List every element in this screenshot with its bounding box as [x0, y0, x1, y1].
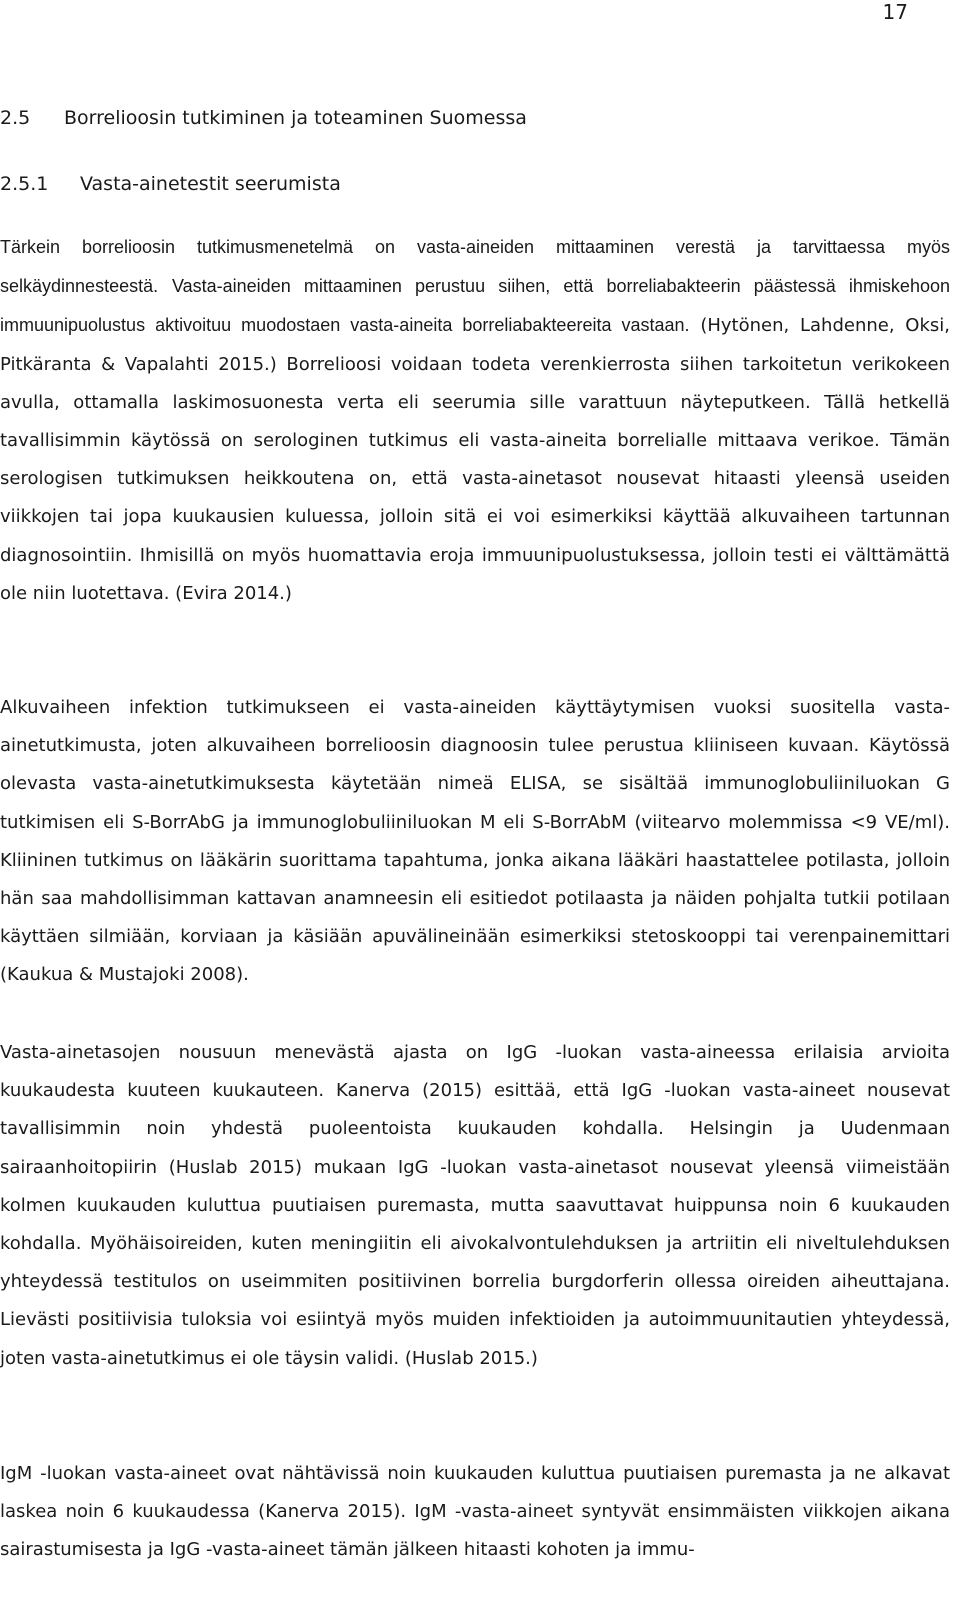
- subsection-title: Vasta-ainetestit seerumista: [80, 173, 341, 195]
- paragraph-1-sentence-2: Vasta-aineiden mittaaminen perustuu siihen, että borreliabakteerin päästessä ihmiskehoon immuunipuolustus aktivoituu muodostaen vasta-aineita borreliabakteereita vastaan.: [0, 276, 950, 336]
- paragraph-1-sentence-4: Tällä hetkellä tavallisimmin käytössä on serologinen tutkimus eli vasta-aineita borrelialle mittaava verikoe.: [0, 391, 951, 452]
- paragraph-1-sentence-3: (Hytönen, Lahdenne, Oksi, Pitkäranta & Vapalahti 2015.) Borrelioosi voidaan todeta verenkierrosta siihen tarkoitetun verikokeen avulla, ottamalla laskimosuonesta verta eli seerumia sille varattuun näyteputkeen.: [0, 315, 951, 413]
- paragraph-1: [0, 228, 950, 613]
- paragraph-3: Vasta-ainetasojen nousuun menevästä ajasta on IgG -luokan vasta-aineessa erilaisia arvioita kuukaudesta kuuteen kuukauteen. Kanerva (2015) esittää, että IgG -luokan vasta-aineet nousevat tavallisimmin noin yhdestä puoleentoista kuukauden kohdalla. Helsingin ja Uudenmaan sairaanhoitopiirin (Huslab 2015) mukaan IgG -luokan vasta-ainetasot nousevat yleensä viimeistään kolmen kuukauden kuluttua puutiaisen puremasta, mutta saavuttavat huippunsa noin 6 kuukauden kohdalla. Myöhäisoireiden, kuten meningiitin eli aivokalvontulehduksen ja artriitin eli niveltulehduksen yhteydessä testitulos on useimmiten positiivinen borrelia burgdorferin ollessa oireiden aiheuttajana. Lievästi positiivisia tuloksia voi esiintyä myös muiden infektioiden ja autoimmuunitautien yhteydessä, joten vasta-ainetutkimus ei ole täysin validi. (Huslab 2015.): [0, 1042, 950, 1369]
- page-number: 17: [882, 0, 908, 24]
- paragraph-1-sentence-1: Tärkein borrelioosin tutkimusmenetelmä on vasta-aineiden mittaaminen verestä ja tarvittaessa myös selkäydinnesteestä.: [0, 237, 950, 297]
- paragraph-1-sentence-6: Ihmisillä on myös huomattavia eroja immuunipuolustuksessa, jolloin testi ei välttämättä ole niin luotettava. (Evira 2014.): [0, 544, 950, 604]
- paragraph-4: IgM -luokan vasta-aineet ovat nähtävissä noin kuukauden kuluttua puutiaisen puremasta ja ne alkavat laskea noin 6 kuukaudessa (Kanerva 2015). IgM -vasta-aineet syntyvät ensimmäisten viikkojen aikana sairastumisesta ja IgG -vasta-aineet tämän jälkeen hitaasti kohoten ja immu-: [0, 1463, 950, 1561]
- subsection-number: 2.5.1: [0, 173, 49, 195]
- subsection-heading: [0, 172, 341, 196]
- paragraph-1-sentence-5: Tämän serologisen tutkimuksen heikkoutena on, että vasta-ainetasot nousevat hitaasti yleensä useiden viikkojen tai jopa kuukausien kuluessa, jolloin sitä ei voi esimerkiksi käyttää alkuvaiheen tartunnan diagnosointiin.: [0, 430, 950, 566]
- paragraph-2: Alkuvaiheen infektion tutkimukseen ei vasta-aineiden käyttäytymisen vuoksi suositella vasta-ainetutkimusta, joten alkuvaiheen borrelioosin diagnoosin tulee perustua kliiniseen kuvaan. Käytössä olevasta vasta-ainetutkimuksesta käytetään nimeä ELISA, se sisältää immunoglobuliiniluokan G tutkimisen eli S-BorrAbG ja immunoglobuliiniluokan M eli S-BorrAbM (viitearvo molemmissa <9 VE/ml). Kliininen tutkimus on lääkärin suorittama tapahtuma, jonka aikana lääkäri haastattelee potilasta, jolloin hän saa mahdollisimman kattavan anamneesin eli esitiedot potilaasta ja näiden pohjalta tutkii potilaan käyttäen silmiään, korviaan ja käsiään apuvälineinään esimerkiksi stetoskooppi tai verenpainemittari (Kaukua & Mustajoki 2008).: [0, 697, 950, 986]
- section-title: Borrelioosin tutkiminen ja toteaminen Suomessa: [64, 107, 527, 129]
- section-heading: [0, 106, 527, 130]
- section-number: 2.5: [0, 107, 31, 129]
